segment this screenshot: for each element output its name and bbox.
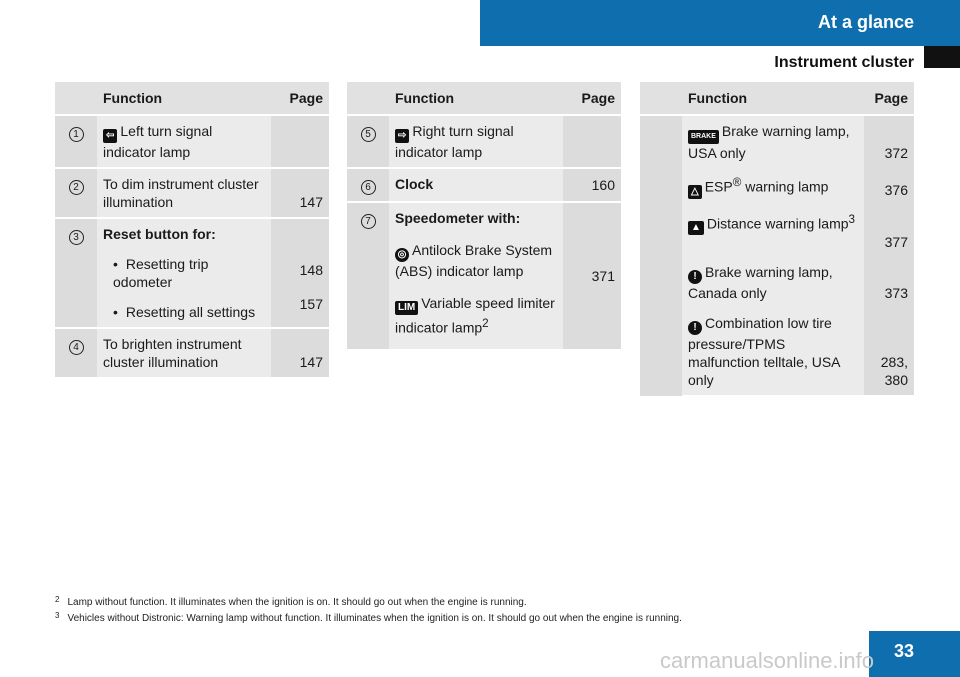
- footnote-ref: 2: [482, 317, 489, 330]
- page-ref: 377: [864, 205, 914, 257]
- function-table-2: [347, 82, 621, 351]
- item-number: 7: [361, 214, 376, 229]
- watermark: carmanualsonline.info: [660, 648, 875, 673]
- column-function: Function: [389, 82, 563, 115]
- function-table-1: [55, 82, 329, 379]
- function-text: Brake warning lamp, Canada only: [688, 263, 833, 301]
- section-title: At a glance: [817, 12, 914, 32]
- page-ref: 371: [563, 202, 621, 350]
- column-page: Page: [864, 82, 914, 115]
- function-text: Distance warning lamp: [706, 215, 849, 232]
- header-blank: [55, 82, 97, 115]
- function-text: Speedometer with:: [395, 210, 521, 226]
- table-row: [640, 115, 914, 168]
- column-page: Page: [271, 82, 329, 115]
- esp-warning-icon: △: [688, 185, 702, 199]
- bullet-item: • Resetting all settings: [103, 303, 265, 321]
- page-ref: 376: [864, 168, 914, 205]
- page-ref: 372: [864, 115, 914, 168]
- page-ref: 373: [864, 257, 914, 308]
- item-number: 5: [361, 127, 376, 142]
- function-text: ESP: [704, 178, 733, 195]
- function-text: Right turn signal indicator lamp: [395, 123, 514, 160]
- footnote-mark: 2: [55, 595, 60, 604]
- table-row: [640, 257, 914, 308]
- abs-indicator-text: Antilock Brake System (ABS) indicator lamp: [395, 242, 553, 279]
- footnote: [55, 611, 682, 624]
- brake-icon: BRAKE: [688, 130, 719, 144]
- table-row: [347, 202, 621, 350]
- right-turn-signal-icon: ⇨: [395, 129, 409, 143]
- column-page: Page: [563, 82, 621, 115]
- page-ref: 148: [299, 262, 323, 278]
- brake-warning-canada-icon: !: [688, 270, 702, 284]
- subsection-title: Instrument cluster: [774, 54, 914, 71]
- page-number-box: [869, 631, 960, 677]
- page-ref: 283, 380: [864, 308, 914, 396]
- function-text: Brake warning lamp, USA only: [688, 123, 850, 161]
- header-blank: [640, 82, 682, 115]
- column-function: Function: [682, 82, 864, 115]
- limiter-indicator-text: Variable speed limiter indicator lamp: [395, 295, 555, 336]
- function-text: Left turn signal indicator lamp: [103, 123, 213, 160]
- function-text: To dim instrument cluster illumination: [97, 168, 271, 218]
- function-table-3: [640, 82, 914, 397]
- table-row: [347, 168, 621, 202]
- footnote: [55, 595, 527, 608]
- footnote-text: Vehicles without Distronic: Warning lamp without function. It illuminates when the ignition is on. It should go out when the engine is running.: [67, 613, 682, 624]
- function-text: Combination low tire pressure/TPMS malfunction telltale, USA only: [688, 314, 840, 388]
- page-ref: [563, 115, 621, 168]
- table-row: [640, 205, 914, 257]
- page-ref: 160: [563, 168, 621, 202]
- table-row: [640, 308, 914, 396]
- page-ref: [271, 115, 329, 168]
- tire-pressure-icon: !: [688, 321, 702, 335]
- page-ref: 157: [299, 296, 323, 312]
- registered-mark: ®: [732, 176, 742, 189]
- lim-icon: LIM: [395, 301, 418, 315]
- table-row: [347, 115, 621, 168]
- table-row: [55, 168, 329, 218]
- footnote-text: Lamp without function. It illuminates when the ignition is on. It should go out when the engine is running.: [67, 597, 527, 608]
- abs-icon: ◎: [395, 248, 409, 262]
- header-blank: [347, 82, 389, 115]
- table-row: [640, 168, 914, 205]
- table-row: [55, 218, 329, 328]
- left-turn-signal-icon: ⇦: [103, 129, 117, 143]
- footnote-ref: 3: [848, 212, 856, 226]
- function-text-suffix: warning lamp: [741, 178, 829, 195]
- footnote-mark: 3: [55, 611, 60, 620]
- item-number: 2: [69, 180, 84, 195]
- item-number: 4: [69, 340, 84, 355]
- page-ref: 147: [271, 168, 329, 218]
- bullet-item: • Resetting trip odometer: [103, 255, 265, 291]
- item-number: 6: [361, 180, 376, 195]
- item-number: 3: [69, 230, 84, 245]
- function-text: Reset button for:: [103, 226, 216, 242]
- column-function: Function: [97, 82, 271, 115]
- table-row: [55, 328, 329, 378]
- item-number: 1: [69, 127, 84, 142]
- table-row: [55, 115, 329, 168]
- page-ref: 147: [271, 328, 329, 378]
- distance-warning-icon: ▲: [688, 221, 704, 235]
- function-text: To brighten instrument cluster illumination: [97, 328, 271, 378]
- function-text: Clock: [389, 168, 563, 202]
- header-marker: [924, 46, 960, 68]
- page-number: 33: [893, 641, 914, 661]
